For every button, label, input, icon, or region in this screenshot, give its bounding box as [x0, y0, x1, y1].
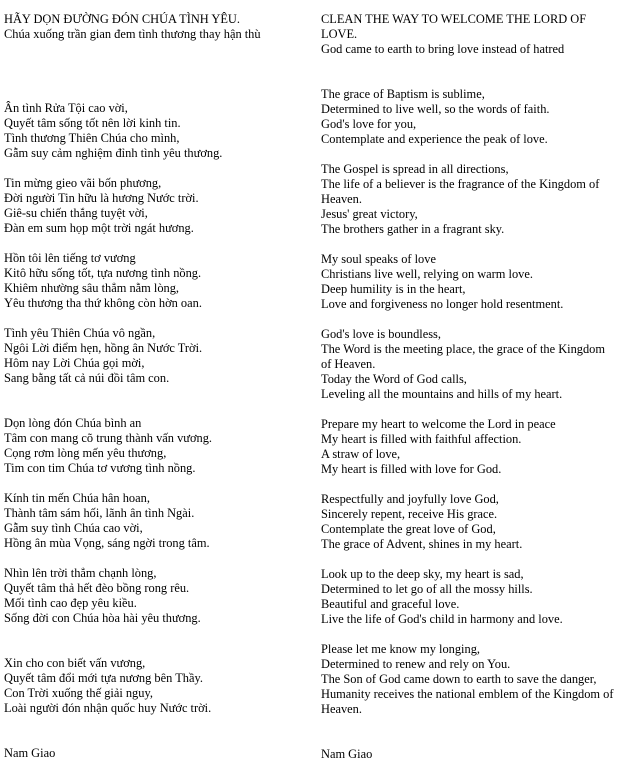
verse-line: Tình yêu Thiên Chúa vô ngần, [4, 326, 156, 340]
stanza-vi-6 [4, 491, 304, 551]
spacer [321, 552, 633, 567]
poem-title-en-line1: CLEAN THE WAY TO WELCOME THE LORD OF [321, 12, 587, 26]
stanza-en-5 [321, 417, 633, 477]
stanza-vi-3 [4, 251, 304, 311]
stanza-vi-7 [4, 566, 304, 626]
verse-line: Giê-su chiến thắng tuyệt vời, [4, 206, 148, 220]
verse-line: Thành tâm sám hối, lãnh ân tình Ngài. [4, 506, 195, 520]
stanza-vi-1 [4, 101, 304, 161]
verse-line: Ngôi Lời điểm hẹn, hồng ân Nước Trời. [4, 341, 203, 355]
verse-line: Cọng rơm lòng mến yêu thương, [4, 446, 167, 460]
stanza-en-1 [321, 87, 633, 147]
verse-line: The Son of God came down to earth to save the danger, [321, 672, 597, 686]
verse-line: Khiêm nhường sâu thẳm nằm lòng, [4, 281, 180, 295]
verse-line: Heaven. [321, 702, 362, 716]
stanza-vi-2 [4, 176, 304, 236]
verse-line: Heaven. [321, 192, 362, 206]
spacer [321, 717, 633, 747]
verse-line: Kính tin mến Chúa hân hoan, [4, 491, 150, 505]
verse-line: Determined to let go of all the mossy hills. [321, 582, 533, 596]
stanza-en-3 [321, 252, 633, 312]
poem-subtitle-vi: Chúa xuống trần gian đem tình thương thay hận thù [4, 27, 261, 41]
stanza-en-2 [321, 162, 633, 237]
vietnamese-poem-column [4, 12, 304, 761]
stanza-en-7 [321, 567, 633, 627]
verse-line: Contemplate the great love of God, [321, 522, 496, 536]
verse-line: Beautiful and graceful love. [321, 597, 460, 611]
spacer [321, 402, 633, 417]
spacer [4, 716, 304, 746]
verse-line: Quyết tâm đổi mới tựa nương bên Thầy. [4, 671, 203, 685]
stanza-vi-8 [4, 656, 304, 716]
verse-line: Xin cho con biết vấn vương, [4, 656, 146, 670]
verse-line: God's love is boundless, [321, 327, 441, 341]
verse-line: Tin mừng gieo vãi bốn phương, [4, 176, 162, 190]
spacer [321, 627, 633, 642]
verse-line: Hồng ân mùa Vọng, sáng ngời trong tâm. [4, 536, 210, 550]
verse-line: My soul speaks of love [321, 252, 436, 266]
stanza-en-8 [321, 642, 633, 717]
verse-line: God's love for you, [321, 117, 417, 131]
spacer [4, 42, 304, 101]
verse-line: Please let me know my longing, [321, 642, 480, 656]
verse-line: Ân tình Rửa Tội cao vời, [4, 101, 128, 115]
english-poem-column [321, 12, 633, 762]
verse-line: Gẫm suy tình Chúa cao vời, [4, 521, 143, 535]
verse-line: Christians live well, relying on warm love. [321, 267, 533, 281]
spacer [4, 551, 304, 566]
verse-line: Yêu thương tha thứ không còn hờn oan. [4, 296, 202, 310]
verse-line: Loài người đón nhận quốc huy Nước trời. [4, 701, 212, 715]
poem-title-en-line2: LOVE. [321, 27, 358, 41]
verse-line: Humanity receives the national emblem of the Kingdom of [321, 687, 614, 701]
stanza-en-6 [321, 492, 633, 552]
spacer [321, 147, 633, 162]
verse-line: The grace of Baptism is sublime, [321, 87, 485, 101]
verse-line: The brothers gather in a fragrant sky. [321, 222, 505, 236]
author-name-en: Nam Giao [321, 747, 373, 761]
spacer [4, 626, 304, 656]
verse-line: Kitô hữu sống tốt, tựa nương tình nồng. [4, 266, 202, 280]
verse-line: Hôm nay Lời Chúa gọi mời, [4, 356, 145, 370]
verse-line: The grace of Advent, shines in my heart. [321, 537, 523, 551]
verse-line: Respectfully and joyfully love God, [321, 492, 499, 506]
verse-line: Tình thương Thiên Chúa cho mình, [4, 131, 180, 145]
verse-line: Dọn lòng đón Chúa bình an [4, 416, 142, 430]
poem-subtitle-en: God came to earth to bring love instead of hatred [321, 42, 565, 56]
verse-line: Đời người Tin hữu là hương Nước trời. [4, 191, 199, 205]
verse-line: My heart is filled with faithful affection. [321, 432, 522, 446]
verse-line: Love and forgiveness no longer hold resentment. [321, 297, 564, 311]
verse-line: The Word is the meeting place, the grace of the Kingdom [321, 342, 606, 356]
verse-line: Con Trời xuống thế giải nguy, [4, 686, 153, 700]
spacer [321, 237, 633, 252]
verse-line: My heart is filled with love for God. [321, 462, 502, 476]
verse-line: Sống đời con Chúa hòa hài yêu thương. [4, 611, 201, 625]
author-name-vi: Nam Giao [4, 746, 56, 760]
verse-line: Contemplate and experience the peak of love. [321, 132, 548, 146]
verse-line: Leveling all the mountains and hills of my heart. [321, 387, 563, 401]
verse-line: Mối tình cao đẹp yêu kiều. [4, 596, 137, 610]
verse-line: Tâm con mang cõ trung thành vấn vương. [4, 431, 213, 445]
verse-line: A straw of love, [321, 447, 401, 461]
poem-title-vi: HÃY DỌN ĐƯỜNG ĐÓN CHÚA TÌNH YÊU. [4, 12, 240, 26]
verse-line: Gẫm suy cảm nghiệm đỉnh tình yêu thương. [4, 146, 223, 160]
verse-line: Hồn tôi lên tiếng tơ vương [4, 251, 136, 265]
spacer [4, 386, 304, 416]
verse-line: of Heaven. [321, 357, 376, 371]
spacer [4, 236, 304, 251]
verse-line: The Gospel is spread in all directions, [321, 162, 509, 176]
verse-line: Quyết tâm sống tốt nên lời kinh tin. [4, 116, 181, 130]
spacer [4, 476, 304, 491]
spacer [321, 477, 633, 492]
spacer [321, 312, 633, 327]
spacer [4, 311, 304, 326]
verse-line: The life of a believer is the fragrance of the Kingdom of [321, 177, 600, 191]
verse-line: Đàn em sum họp một trời ngát hương. [4, 221, 194, 235]
spacer [321, 57, 633, 87]
verse-line: Tim con tim Chúa tơ vương tình nồng. [4, 461, 196, 475]
verse-line: Jesus' great victory, [321, 207, 418, 221]
verse-line: Determined to live well, so the words of faith. [321, 102, 550, 116]
verse-line: Look up to the deep sky, my heart is sad, [321, 567, 524, 581]
verse-line: Sincerely repent, receive His grace. [321, 507, 498, 521]
verse-line: Live the life of God's child in harmony and love. [321, 612, 563, 626]
stanza-en-4 [321, 327, 633, 402]
stanza-vi-4 [4, 326, 304, 386]
verse-line: Determined to renew and rely on You. [321, 657, 511, 671]
verse-line: Quyết tâm thả hết đèo bồng rong rêu. [4, 581, 190, 595]
spacer [4, 161, 304, 176]
verse-line: Nhìn lên trời thẳm chạnh lòng, [4, 566, 157, 580]
verse-line: Deep humility is in the heart, [321, 282, 466, 296]
verse-line: Prepare my heart to welcome the Lord in peace [321, 417, 556, 431]
verse-line: Sang bằng tất cả núi đồi tâm con. [4, 371, 170, 385]
verse-line: Today the Word of God calls, [321, 372, 467, 386]
stanza-vi-5 [4, 416, 304, 476]
